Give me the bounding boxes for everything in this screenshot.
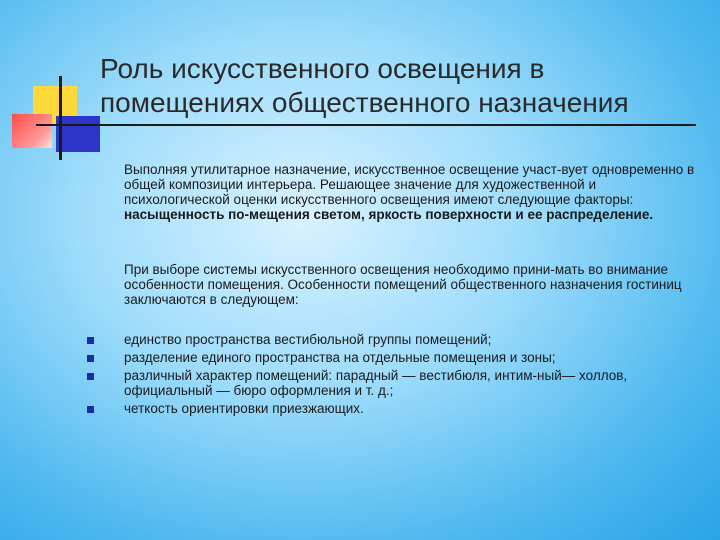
list-item-text: четкость ориентировки приезжающих. <box>124 401 364 416</box>
decor-blue-square <box>56 116 100 152</box>
decor-vertical-line <box>59 76 62 160</box>
list-item-text: единство пространства вестибюльной группы помещений; <box>124 332 492 347</box>
bullet-list <box>124 332 704 419</box>
paragraph-intro <box>124 162 704 222</box>
slide-title: Роль искусственного освещения в помещениях общественного назначения <box>100 53 629 118</box>
decor-red-square <box>12 114 52 148</box>
list-item-text: разделение единого пространства на отдельные помещения и зоны; <box>124 350 556 365</box>
square-bullet-icon <box>87 373 94 380</box>
title-underline <box>36 124 696 126</box>
paragraph-intro-bold: насыщенность по-мещения светом, яркость поверхности и ее распределение. <box>124 207 654 222</box>
square-bullet-icon <box>87 355 94 362</box>
paragraph-features: При выборе системы искусственного освещения необходимо прини-мать во внимание особенности помещения. Особенности помещений общественного назначения гостиниц заключаются в следующем: <box>124 262 682 307</box>
square-bullet-icon <box>87 406 94 413</box>
list-item <box>124 332 704 347</box>
paragraph-intro-text: Выполняя утилитарное назначение, искусственное освещение участ-вует одновременно в общей композиции интерьера. Решающее значение для художественной и психологической оценки искусственного освещения имеют следующие факторы: <box>124 162 695 207</box>
list-item <box>124 368 704 398</box>
square-bullet-icon <box>87 337 94 344</box>
list-item-text: различный характер помещений: парадный — вестибюля, интим-ный— холлов, официальный — бюро оформления и т. д.; <box>124 368 628 398</box>
list-item <box>124 401 704 416</box>
list-item <box>124 350 704 365</box>
